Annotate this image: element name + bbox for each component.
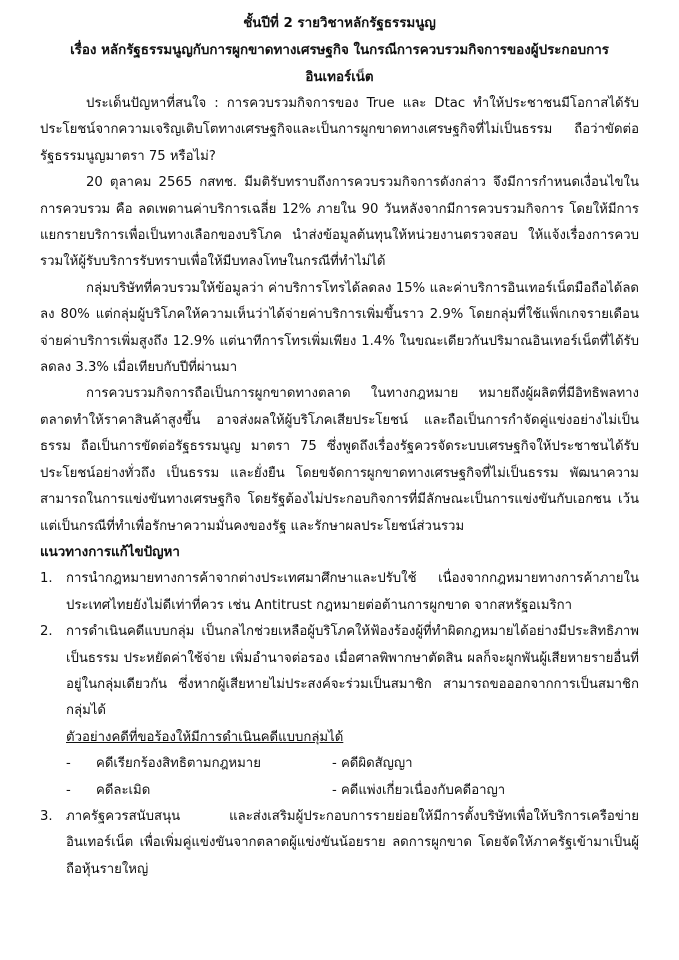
list-item-text: ภาครัฐควรสนับสนุน และส่งเสริมผู้ประกอบการรายย่อยให้มีการตั้งบริษัทเพื่อให้บริการเครือข่ายอินเทอร์เน็ต เพื่อเพิ่มคู่แข่งขันจากตลาดผู้แข่งขันน้อยราย ลดการผูกขาด โดยจัดให้ภาครัฐเข้ามาเป็นผู้ถือหุ้นรายใหญ่: [66, 808, 639, 877]
document-title-line-3: อินเทอร์เน็ต: [305, 70, 374, 85]
paragraph-monopoly: การควบรวมกิจการถือเป็นการผูกขาดทางตลาด ในทางกฎหมาย หมายถึงผู้ผลิตที่มีอิทธิพลทางตลาดทำให้ราคาสินค้าสูงขึ้น อาจส่งผลให้ผู้บริโภคเสียประโยชน์ และถือเป็นการกำจัดคู่แข่งอย่างไม่เป็นธรรม ถือเป็นการขัดต่อรัฐธรรมนูญ มาตรา 75 ซึ่งพูดถึงเรื่องรัฐควรจัดระบบเศรษฐกิจให้ประชาชนได้รับประโยชน์อย่างทั่วถึง เป็นธรรม และยั่งยืน โดยขจัดการผูกขาดทางเศรษฐกิจที่ไม่เป็นธรรม พัฒนาความสามารถในการแข่งขันทางเศรษฐกิจ โดยรัฐต้องไม่ประกอบกิจการที่มีลักษณะเป็นการแข่งขันกับเอกชน เว้นแต่เป็นกรณีที่ทำเพื่อรักษาความมั่นคงของรัฐ และรักษาผลประโยชน์ส่วนรวม: [40, 386, 639, 534]
solutions-list-continued: [40, 804, 639, 883]
list-item-number: 3.: [40, 808, 53, 824]
solutions-heading: แนวทางการแก้ไขปัญหา: [40, 544, 180, 560]
list-item-number: 2.: [40, 624, 53, 640]
paragraph-nbtc-decision: 20 ตุลาคม 2565 กสทช. มีมติรับทราบถึงการควบรวมกิจการดังกล่าว จึงมีการกำหนดเงื่อนไขในการควบรวม คือ ลดเพดานค่าบริการเฉลี่ย 12% ภายใน 90 วันหลังจากมีการควบรวมกิจการ โดยให้มีการแยกรายบริการเพื่อเป็นทางเลือกของบริโภค นำส่งข้อมูลต้นทุนให้หน่วยงานตรวจสอบ ให้แจ้งเรื่องการควบรวมให้ผู้รับบริการรับทราบเพื่อให้มีบทลงโทษในกรณีที่ทำไม่ได้: [40, 175, 639, 270]
class-action-heading: ตัวอย่างคดีที่ขอร้องให้มีการดำเนินคดีแบบกลุ่มได้: [66, 729, 344, 745]
dash-marker: -: [66, 756, 71, 772]
case-item: - คดีแพ่งเกี่ยวเนื่องกับคดีอาญา: [332, 782, 506, 798]
document-title-line-2: เรื่อง หลักรัฐธรรมนูญกับการผูกขาดทางเศรษฐกิจ ในกรณีการควบรวมกิจการของผู้ประกอบการ: [70, 43, 609, 58]
class-action-cases: [40, 751, 639, 804]
list-item-number: 1.: [40, 571, 53, 587]
list-item: [40, 804, 639, 883]
case-item: - คดีผิดสัญญา: [332, 756, 413, 772]
dash-marker: -: [66, 782, 71, 798]
solutions-list: [40, 566, 639, 724]
list-item: [40, 619, 639, 725]
list-item-text: การดำเนินคดีแบบกลุ่ม เป็นกลไกช่วยเหลือผู้บริโภคให้ฟ้องร้องผู้ที่ทำผิดกฎหมายได้อย่างมีประสิทธิภาพเป็นธรรม ประหยัดค่าใช้จ่าย เพิ่มอำนาจต่อรอง เมื่อศาลพิพากษาตัดสิน ผลก็จะผูกพันผู้เสียหายรายอื่นที่อยู่ในกลุ่มเดียวกัน ซึ่งหากผู้เสียหายไม่ประสงค์จะร่วมเป็นสมาชิก สามารถขอออกจากการเป็นสมาชิกกลุ่มได้: [66, 624, 639, 719]
paragraph-issue: ประเด็นปัญหาที่สนใจ : การควบรวมกิจการของ True และ Dtac ทำให้ประชาชนมีโอกาสได้รับประโยชน์จากความเจริญเติบโตทางเศรษฐกิจและเป็นการผูกขาดทางเศรษฐกิจที่ไม่เป็นธรรม ถือว่าขัดต่อรัฐธรรมนูญมาตรา 75 หรือไม่?: [40, 96, 639, 164]
paragraph-price-data: กลุ่มบริษัทที่ควบรวมให้ข้อมูลว่า ค่าบริการโทรได้ลดลง 15% และค่าบริการอินเทอร์เน็ตมือถือได้ลดลง 80% แต่กลุ่มผู้บริโภคให้ความเห็นว่าได้จ่ายค่าบริการเพิ่มขึ้นราว 2.9% โดยกลุ่มที่ใช้แพ็กเกจรายเดือนจ่ายค่าบริการเพิ่มสูงถึง 12.9% แต่นาทีการโทรเพิ่มเพียง 1.4% ในขณะเดียวกันปริมาณอินเทอร์เน็ตที่ได้รับลดลง 3.3% เมื่อเทียบกับปีที่ผ่านมา: [40, 280, 639, 376]
list-item: [40, 566, 639, 619]
case-item: - คดีเรียกร้องสิทธิตามกฎหมาย: [66, 751, 332, 777]
list-item-text: การนำกฎหมายทางการค้าจากต่างประเทศมาศึกษาและปรับใช้ เนื่องจากกฎหมายทางการค้าภายในประเทศไทยยังไม่ดีเท่าที่ควร เช่น Antitrust กฎหมายต่อต้านการผูกขาด จากสหรัฐอเมริกา: [66, 571, 639, 613]
document-title-line-1: ชั้นปีที่ 2 รายวิชาหลักรัฐธรรมนูญ: [243, 16, 436, 31]
case-item: - คดีละเมิด: [66, 778, 332, 804]
